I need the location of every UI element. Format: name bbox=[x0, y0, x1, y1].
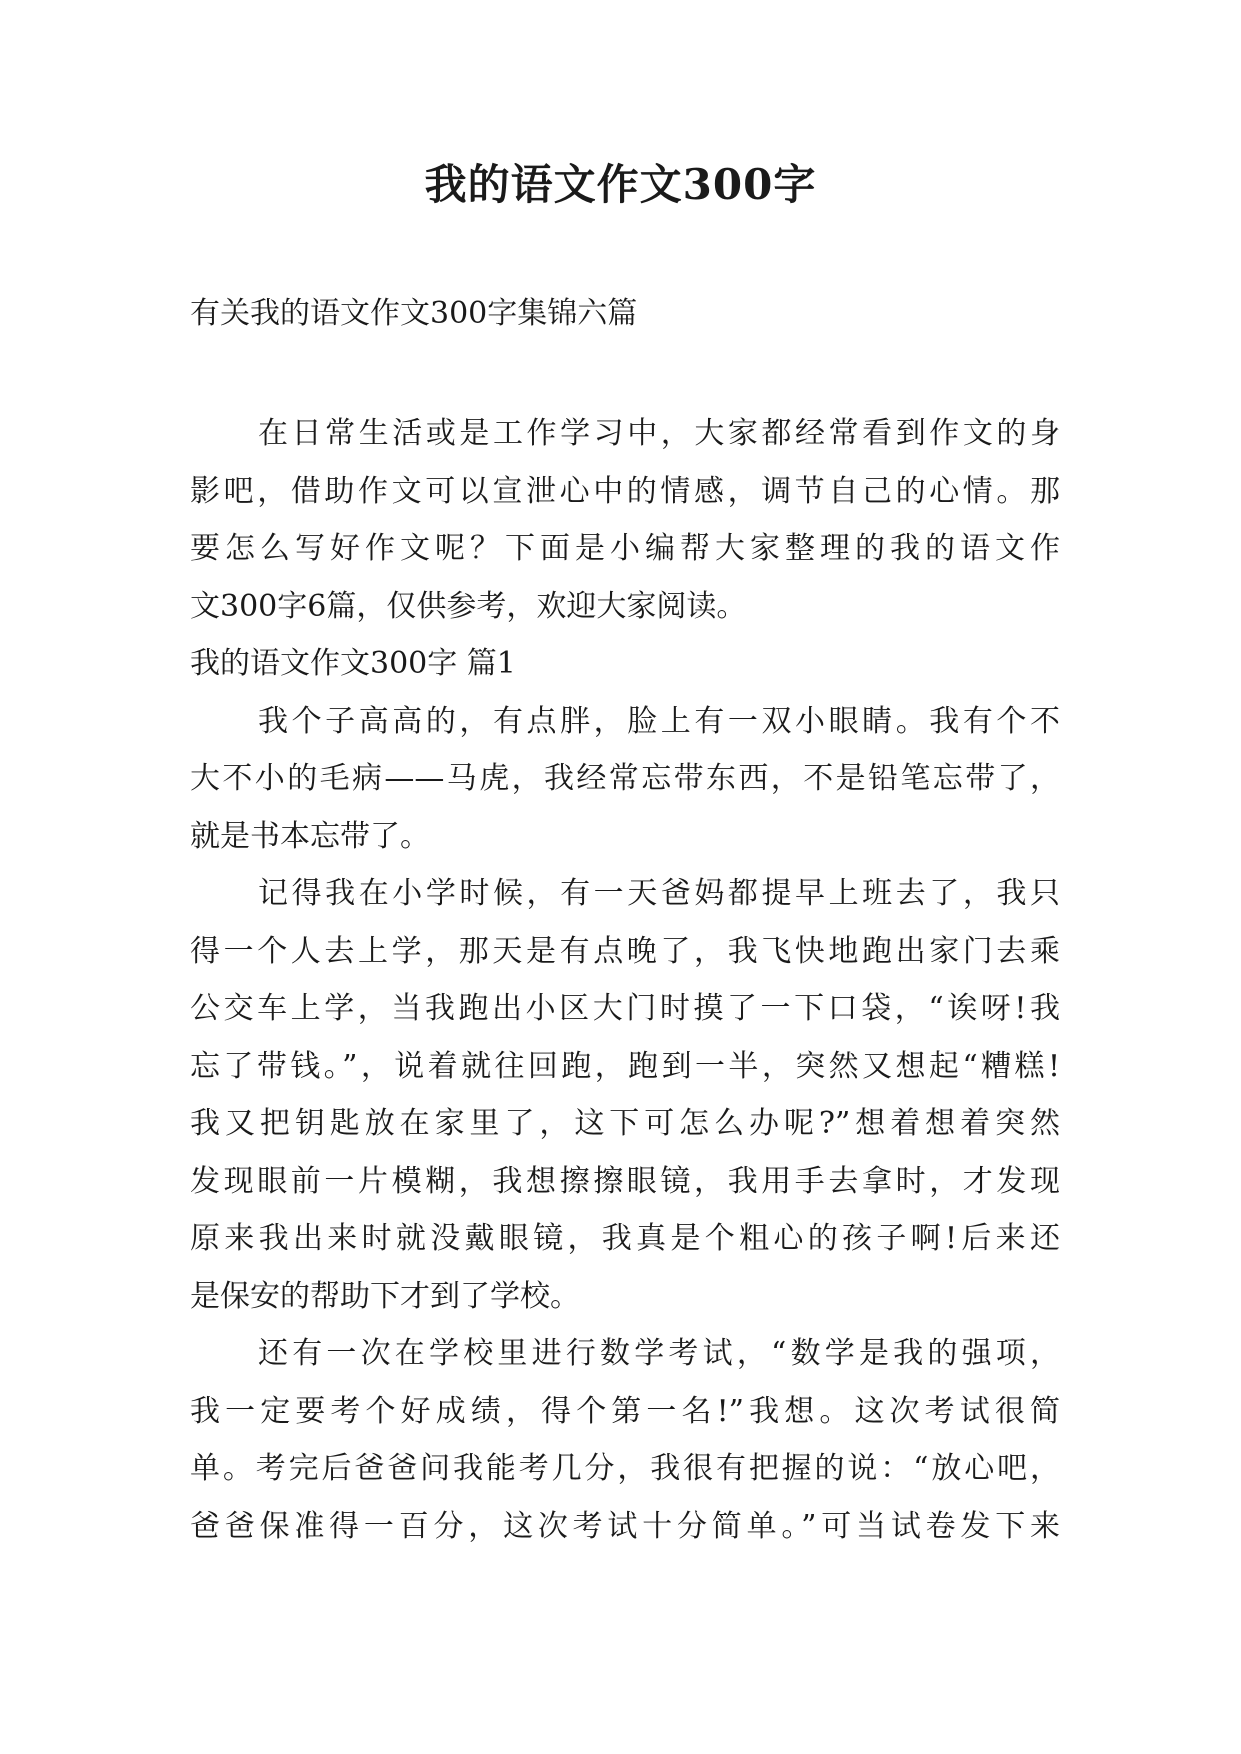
paragraph-line: 在日常生活或是工作学习中，大家都经常看到作文的身 bbox=[258, 416, 1060, 451]
paragraph-line: 我一定要考个好成绩，得个第一名!”我想。这次考试很简 bbox=[190, 1393, 1060, 1429]
paragraph-line: 是保安的帮助下才到了学校。 bbox=[190, 1278, 580, 1314]
paragraph-line: 公交车上学，当我跑出小区大门时摸了一下口袋，“诶呀!我 bbox=[190, 991, 1060, 1026]
paragraph-line: 原来我出来时就没戴眼镜，我真是个粗心的孩子啊!后来还 bbox=[190, 1221, 1060, 1256]
document-body bbox=[190, 405, 1060, 1555]
paragraph-line: 我又把钥匙放在家里了，这下可怎么办呢?”想着想着突然 bbox=[190, 1106, 1060, 1141]
paragraph-line: 得一个人去上学，那天是有点晚了，我飞快地跑出家门去乘 bbox=[190, 933, 1060, 969]
paragraph-line: 记得我在小学时候，有一天爸妈都提早上班去了，我只 bbox=[258, 876, 1060, 911]
paragraph-line: 大不小的毛病——马虎，我经常忘带东西，不是铅笔忘带了， bbox=[190, 761, 1060, 796]
paragraph-line: 还有一次在学校里进行数学考试，“数学是我的强项， bbox=[258, 1336, 1060, 1371]
paragraph-line: 文300字6篇，仅供参考，欢迎大家阅读。 bbox=[190, 588, 747, 624]
paragraph-line: 忘了带钱。”，说着就往回跑，跑到一半，突然又想起“糟糕! bbox=[190, 1048, 1060, 1084]
paragraph-line: 影吧，借助作文可以宣泄心中的情感，调节自己的心情。那 bbox=[190, 473, 1060, 509]
paragraph-line: 就是书本忘带了。 bbox=[190, 818, 430, 854]
paragraph-line: 单。考完后爸爸问我能考几分，我很有把握的说：“放心吧， bbox=[190, 1451, 1060, 1486]
paragraph-line: 我的语文作文300字 篇1 bbox=[190, 646, 516, 681]
document-title: 我的语文作文300字 bbox=[424, 160, 817, 209]
paragraph-line: 发现眼前一片模糊，我想擦擦眼镜，我用手去拿时，才发现 bbox=[190, 1163, 1060, 1199]
paragraph-line: 要怎么写好作文呢？下面是小编帮大家整理的我的语文作 bbox=[190, 531, 1060, 566]
document-subtitle: 有关我的语文作文300字集锦六篇 bbox=[190, 296, 638, 331]
paragraph-line: 爸爸保准得一百分，这次考试十分简单。”可当试卷发下来 bbox=[190, 1508, 1060, 1544]
paragraph-line: 我个子高高的，有点胖，脸上有一双小眼睛。我有个不 bbox=[258, 703, 1060, 739]
